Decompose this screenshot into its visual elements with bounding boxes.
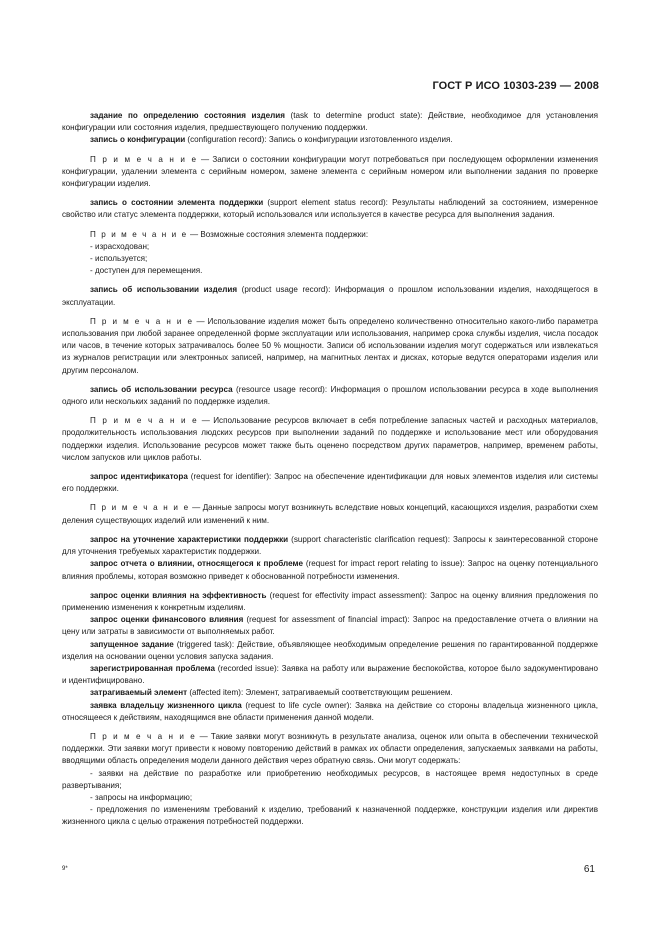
note-label: П р и м е ч а н и е [90, 154, 198, 164]
definition-text: (support characteristic clarification request): Запросы к заинтересованной стороне для уточнения требуемых характеристик поддержки. [62, 534, 598, 557]
definition-paragraph [62, 134, 598, 146]
note-paragraph [62, 415, 598, 464]
note-paragraph [62, 154, 598, 191]
note-label: П р и м е ч а н и е [90, 229, 188, 239]
list-item: - предложения по изменениям требований к изделию, требований к назначенной поддержке, конструкции изделия или директив жизненного цикла с целью отражения потребностей поддержки. [62, 805, 598, 827]
term: запись о конфигурации [90, 135, 186, 145]
definition-paragraph [62, 614, 598, 638]
definition-text: (support element status record): Результаты наблюдений за состоянием, измеренное свойство или статус элемента поддержки, который использовался или используется в качестве ресурса для выполнения задания. [62, 198, 598, 220]
note-paragraph [62, 731, 598, 768]
term: запрос оценки влияния на эффективность [90, 590, 267, 600]
term: запрос на уточнение характеристики поддержки [90, 534, 289, 544]
definition-text: (request for impact report relating to issue): Запрос на оценку потенциального влияния проблемы, которая возможно приведет к обоснованной потребности изменения. [62, 559, 598, 581]
definition-paragraph [62, 197, 598, 221]
definition-paragraph [62, 687, 598, 699]
definition-paragraph [62, 471, 598, 495]
note-paragraph [62, 229, 598, 241]
signature-mark: 9* [62, 866, 68, 872]
definition-text: (affected item): Элемент, затрагиваемый соответствующим решением. [187, 688, 453, 698]
list-item: - израсходован; [90, 241, 150, 251]
definition-paragraph [62, 558, 598, 582]
term: задание по определению состояния изделия [90, 111, 285, 120]
definition-paragraph [62, 534, 598, 558]
note-text: — Записи о состоянии конфигурации могут потребоваться при последующем оформлении изменения конфигурации, удалении элемента с серийным номером, замене элемента с серийным номером или выполнении задания по проверке конфигурации изделия. [62, 154, 598, 189]
note-text: — Использование ресурсов включает в себя потребление запасных частей и расходных материалов, продолжительность использования людских ресурсов при выполнении заданий по поддержке и использование мест или оборудования поддержки изделия. Использование ресурсов может также быть оценено посредством других параметров, например, временем работы, числом запусков или циклов работы. [62, 416, 598, 462]
definition-text: (recorded issue): Заявка на работу или выражение беспокойства, которое было задокументировано и идентифицировано. [62, 663, 598, 686]
term: заявка владельцу жизненного цикла [90, 700, 242, 710]
term: запрос оценки финансового влияния [90, 615, 244, 625]
note-label: П р и м е ч а н и е [90, 416, 199, 426]
definition-paragraph [62, 700, 598, 724]
list-item: - доступен для перемещения. [90, 266, 203, 276]
page-body [62, 110, 598, 829]
list-item: - заявки на действие по разработке или приобретению необходимых ресурсов, в настоящее время недоступных в среде развертывания; [62, 768, 598, 790]
definition-text: (triggered task): Действие, объявляющее необходимым определение решения по гарантированной поддержке изделия на основании оценки условия запуска задания. [62, 639, 598, 661]
definition-paragraph [62, 639, 598, 663]
list-item: - запросы на информацию; [90, 792, 193, 802]
definition-text: (resource usage record): Информация о прошлом использовании ресурса в ходе выполнения одного или нескольких заданий по поддержке изделия. [62, 384, 598, 407]
note-label: П р и м е ч а н и е [90, 503, 190, 513]
list-item: - используется; [90, 254, 148, 264]
note-label: П р и м е ч а н и е [90, 316, 194, 326]
definition-paragraph [62, 110, 598, 134]
definition-paragraph [62, 284, 598, 308]
definition-text: (request to life cycle owner): Заявка на действие со стороны владельца жизненного цикла, относящееся к действиям, находящимся вне области применения данной модели. [62, 700, 598, 722]
term: запрос отчета о влиянии, относящегося к проблеме [90, 559, 303, 569]
definition-text: (request for identifier): Запрос на обеспечение идентификации для новых элементов изделия или системы его поддержки. [62, 472, 598, 494]
term: запущенное задание [90, 639, 174, 649]
note-paragraph [62, 316, 598, 377]
note-paragraph [62, 502, 598, 526]
note-label: П р и м е ч а н и е [90, 731, 197, 741]
note-text: — Использование изделия может быть определено количественно относительно какого-либо параметра использования при любой заранее определенной форме эксплуатации или использования, например срока службы изделия, числа посадок или часов, в течение которых затрачивалось более 50 % мощности. Записи об использовании изделия могут содержаться или извлекаться из журналов регистрации или электронных записей, например, на магнитных лентах и дисках, которые ведутся операторами изделия или другим персоналом. [62, 316, 598, 375]
definition-paragraph [62, 663, 598, 687]
definition-text: (configuration record): Запись о конфигурации изготовленного изделия. [185, 135, 453, 145]
standard-header: ГОСТ Р ИСО 10303-239 — 2008 [432, 80, 599, 92]
term: запись об использовании ресурса [90, 384, 233, 394]
note-text: — Данные запросы могут возникнуть вследствие новых концепций, касающихся изделия, разработки схем деления существующих изделий или изменений к ним. [62, 503, 598, 525]
definition-text: (request for effectivity impact assessment): Запрос на оценку влияния предложения по применению изменения к конкретным изделиям. [62, 590, 598, 612]
definition-text: (product usage record): Информация о прошлом использовании изделия, находящегося в эксплуатации. [62, 285, 598, 307]
note-text: — Возможные состояния элемента поддержки: [187, 229, 369, 239]
definition-paragraph [62, 384, 598, 408]
definition-text: (task to determine product state): Действие, необходимое для установления конфигурации или состояния изделия, предшествующего получению поддержки. [62, 111, 598, 133]
note-text: — Такие заявки могут возникнуть в результате анализа, оценок или опыта в обеспечении технической поддержки. Эти заявки могут привести к новому повторению действий в рамках их области определения, запускаемых заявками на работы, вводящими область определения модели данного действия через обратную связь. Они могут содержать: [62, 731, 598, 766]
term: запрос идентификатора [90, 472, 188, 482]
definition-paragraph [62, 590, 598, 614]
term: запись о состоянии элемента поддержки [90, 198, 264, 208]
definition-text: (request for assessment of financial impact): Запрос на предоставление отчета о влиянии на цену или затраты в зависимости от выполняемых работ. [62, 615, 598, 637]
page-number: 61 [583, 864, 595, 875]
term: зарегистрированная проблема [90, 663, 215, 673]
term: запись об использовании изделия [90, 285, 238, 295]
term: затрагиваемый элемент [90, 688, 188, 698]
